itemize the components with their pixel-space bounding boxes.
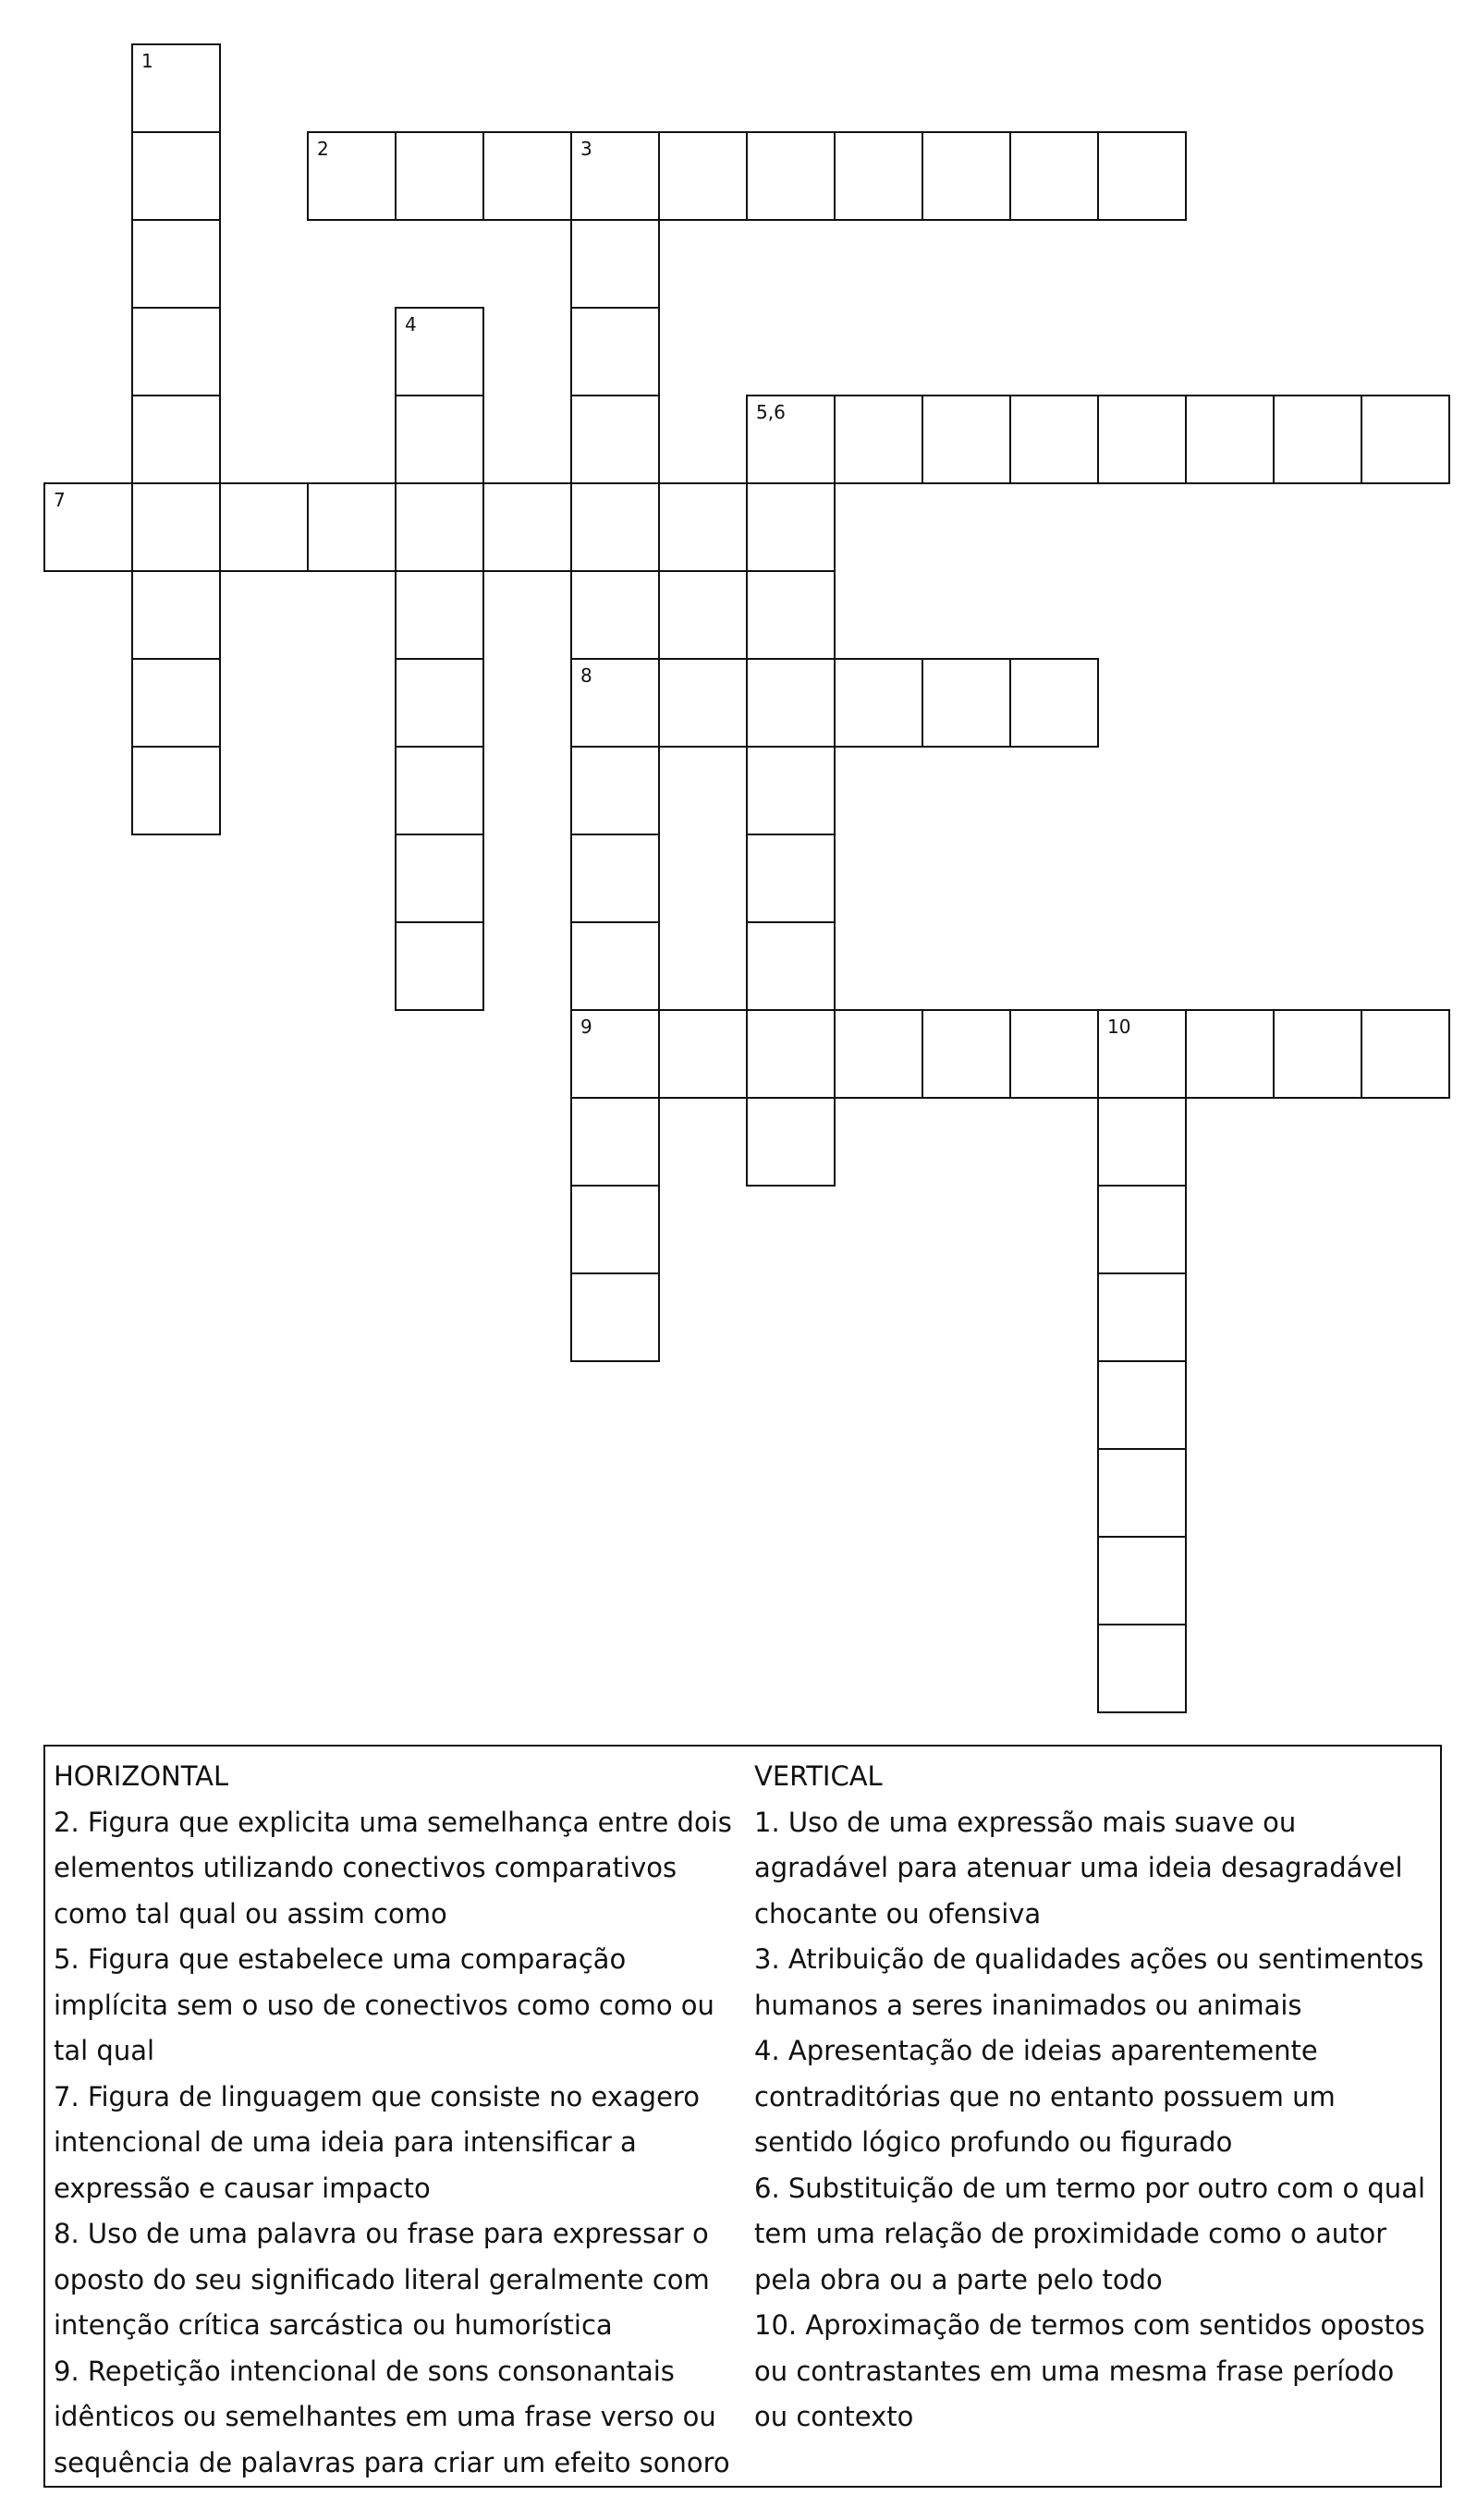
crossword-cell[interactable] — [1097, 1185, 1187, 1274]
crossword-cell[interactable] — [922, 131, 1011, 221]
crossword-cell[interactable] — [482, 131, 572, 221]
clue-down-3: 3. Atribuição de qualidades ações ou sentimentos humanos a seres inanimados ou animais — [754, 1943, 1424, 2021]
crossword-cell[interactable] — [395, 395, 484, 484]
crossword-cell[interactable] — [834, 131, 923, 221]
crossword-cell[interactable] — [922, 658, 1011, 748]
crossword-cell[interactable] — [834, 1009, 923, 1099]
crossword-cell[interactable] — [570, 746, 660, 835]
clue-number: 9 — [580, 1016, 592, 1038]
clue-number: 3 — [580, 138, 592, 160]
clue-across-9: 9. Repetição intencional de sons consonantais idênticos ou semelhantes em uma frase verso ou sequência de palavras para criar um efeito sonoro — [54, 2355, 730, 2478]
clue-across-7: 7. Figura de linguagem que consiste no exagero intencional de uma ideia para intensificar a expressão e causar impacto — [54, 2080, 700, 2204]
crossword-cell[interactable] — [1097, 1272, 1187, 1362]
crossword-cell[interactable] — [570, 658, 660, 748]
clue-number: 7 — [54, 489, 66, 511]
crossword-cell[interactable] — [1009, 658, 1099, 748]
crossword-cell[interactable] — [1097, 1536, 1187, 1625]
crossword-cell[interactable] — [1097, 395, 1187, 484]
crossword-cell[interactable] — [131, 746, 221, 835]
crossword-cell[interactable] — [570, 570, 660, 660]
crossword-cell[interactable] — [570, 482, 660, 572]
crossword-cell[interactable] — [395, 921, 484, 1011]
horizontal-clues — [54, 1754, 742, 2486]
clues-box — [43, 1745, 1442, 2488]
crossword-cell[interactable] — [834, 658, 923, 748]
crossword-cell[interactable] — [131, 658, 221, 748]
crossword-cell[interactable] — [570, 131, 660, 221]
crossword-cell[interactable] — [746, 131, 836, 221]
crossword-cell[interactable] — [131, 395, 221, 484]
vertical-clues — [754, 1754, 1434, 2441]
crossword-cell[interactable] — [570, 1185, 660, 1274]
crossword-cell[interactable] — [131, 219, 221, 309]
crossword-cell[interactable] — [746, 395, 836, 484]
clue-across-8: 8. Uso de uma palavra ou frase para expressar o oposto do seu significado literal geralmente com intenção crítica sarcástica ou humorística — [54, 2218, 710, 2341]
crossword-cell[interactable] — [395, 746, 484, 835]
crossword-cell[interactable] — [1009, 1009, 1099, 1099]
crossword-cell[interactable] — [570, 395, 660, 484]
crossword-cell[interactable] — [1185, 1009, 1275, 1099]
crossword-cell[interactable] — [1097, 1097, 1187, 1187]
clue-number: 1 — [141, 50, 153, 72]
crossword-cell[interactable] — [746, 921, 836, 1011]
crossword-cell[interactable] — [746, 570, 836, 660]
crossword-cell[interactable] — [395, 834, 484, 923]
crossword-cell[interactable] — [746, 746, 836, 835]
crossword-cell[interactable] — [570, 1097, 660, 1187]
crossword-cell[interactable] — [1185, 395, 1275, 484]
clue-across-5: 5. Figura que estabelece uma comparação implícita sem o uso de conectivos como como ou tal qual — [54, 1943, 714, 2066]
clue-number: 10 — [1107, 1016, 1131, 1038]
crossword-cell[interactable] — [1361, 395, 1450, 484]
crossword-cell[interactable] — [482, 482, 572, 572]
crossword-cell[interactable] — [922, 395, 1011, 484]
crossword-cell[interactable] — [1097, 1624, 1187, 1713]
crossword-cell[interactable] — [570, 921, 660, 1011]
clue-number: 8 — [580, 664, 592, 687]
vertical-title: VERTICAL — [754, 1760, 883, 1792]
crossword-cell[interactable] — [1009, 395, 1099, 484]
crossword-cell[interactable] — [570, 307, 660, 396]
crossword-cell[interactable] — [746, 658, 836, 748]
crossword-cell[interactable] — [1097, 1009, 1187, 1099]
crossword-cell[interactable] — [1097, 131, 1187, 221]
crossword-cell[interactable] — [219, 482, 309, 572]
crossword-cell[interactable] — [395, 307, 484, 396]
clue-down-6: 6. Substituição de um termo por outro com o qual tem uma relação de proximidade como o autor pela obra ou a parte pelo todo — [754, 2172, 1426, 2295]
crossword-cell[interactable] — [395, 482, 484, 572]
crossword-cell[interactable] — [131, 131, 221, 221]
crossword-cell[interactable] — [131, 482, 221, 572]
crossword-cell[interactable] — [395, 570, 484, 660]
crossword-cell[interactable] — [746, 834, 836, 923]
clue-down-10: 10. Aproximação de termos com sentidos opostos ou contrastantes em uma mesma frase período ou contexto — [754, 2309, 1425, 2432]
crossword-cell[interactable] — [658, 658, 748, 748]
crossword-cell[interactable] — [658, 482, 748, 572]
crossword-cell[interactable] — [570, 1272, 660, 1362]
crossword-cell[interactable] — [395, 131, 484, 221]
crossword-cell[interactable] — [307, 482, 397, 572]
clue-across-2: 2. Figura que explicita uma semelhança entre dois elementos utilizando conectivos comparativos como tal qual ou assim como — [54, 1806, 732, 1930]
crossword-cell[interactable] — [1273, 395, 1362, 484]
clue-number: 5,6 — [756, 401, 786, 423]
crossword-cell[interactable] — [131, 43, 221, 133]
crossword-cell[interactable] — [834, 395, 923, 484]
crossword-cell[interactable] — [1361, 1009, 1450, 1099]
crossword-cell[interactable] — [746, 1097, 836, 1187]
crossword-cell[interactable] — [307, 131, 397, 221]
horizontal-title: HORIZONTAL — [54, 1760, 229, 1792]
crossword-cell[interactable] — [570, 1009, 660, 1099]
clue-number: 4 — [405, 313, 417, 335]
crossword-cell[interactable] — [746, 482, 836, 572]
crossword-cell[interactable] — [746, 1009, 836, 1099]
crossword-cell[interactable] — [43, 482, 133, 572]
clue-down-4: 4. Apresentação de ideias aparentemente contraditórias que no entanto possuem um sentido lógico profundo ou figurado — [754, 2035, 1336, 2158]
crossword-cell[interactable] — [570, 219, 660, 309]
crossword-cell[interactable] — [658, 1009, 748, 1099]
crossword-cell[interactable] — [1097, 1360, 1187, 1450]
clue-number: 2 — [317, 138, 329, 160]
crossword-cell[interactable] — [570, 834, 660, 923]
crossword-cell[interactable] — [658, 131, 748, 221]
crossword-cell[interactable] — [922, 1009, 1011, 1099]
clue-down-1: 1. Uso de uma expressão mais suave ou agradável para atenuar uma ideia desagradável chocante ou ofensiva — [754, 1806, 1403, 1930]
crossword-cell[interactable] — [395, 658, 484, 748]
crossword-cell[interactable] — [1097, 1448, 1187, 1538]
crossword-cell[interactable] — [131, 570, 221, 660]
crossword-cell[interactable] — [1009, 131, 1099, 221]
crossword-cell[interactable] — [131, 307, 221, 396]
crossword-cell[interactable] — [1273, 1009, 1362, 1099]
